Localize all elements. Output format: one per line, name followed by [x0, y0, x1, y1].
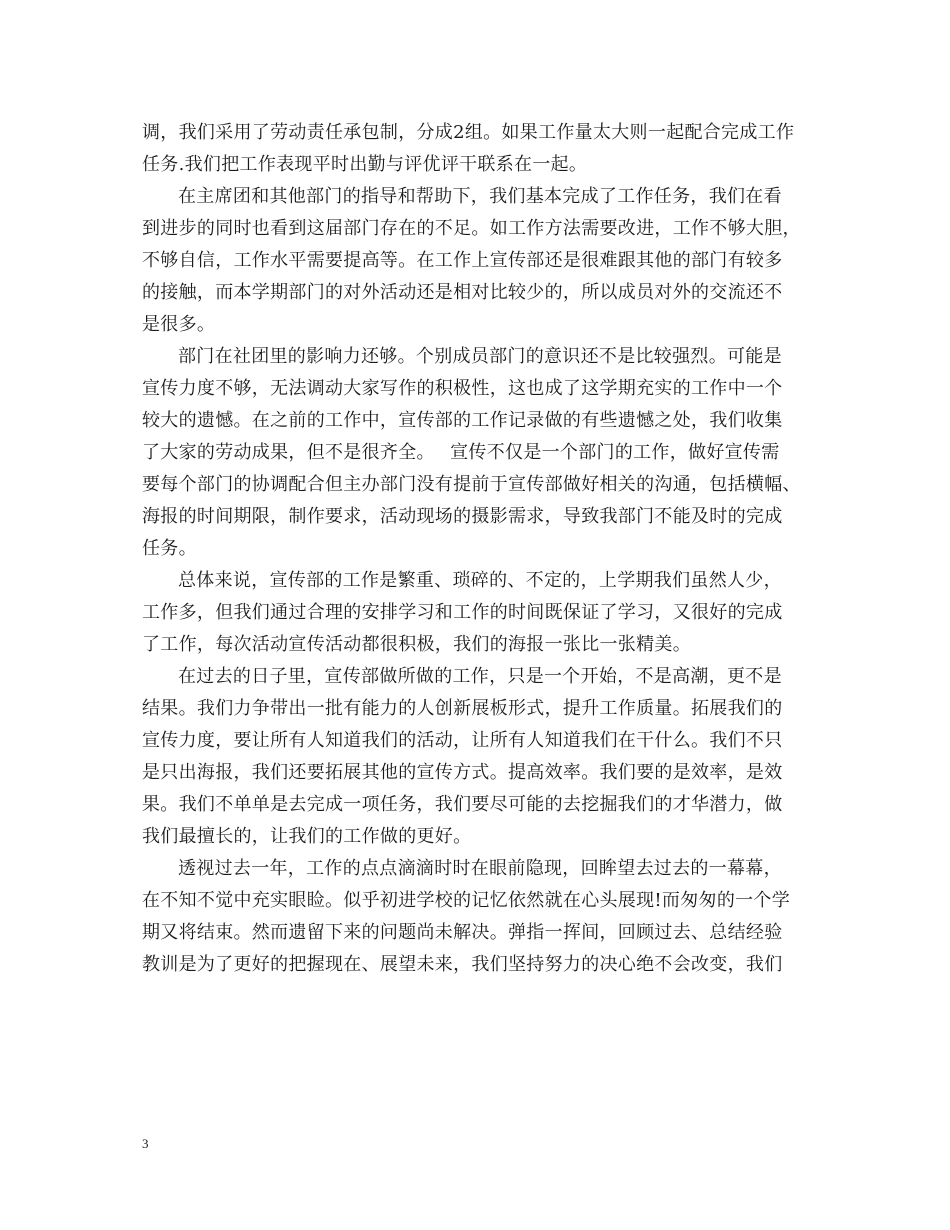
text-line: 的接触，而本学期部门的对外活动还是相对比较少的，所以成员对外的交流还不 [142, 282, 783, 303]
text-line: 到进步的同时也看到这届部门存在的不足。如工作方法需要改进，工作不够大胆， [142, 218, 801, 239]
text-line: 了工作，每次活动宣传活动都很积极，我们的海报一张比一张精美。 [142, 634, 691, 655]
text-line: 宣传力度，要让所有人知道我们的活动，让所有人知道我们在干什么。我们不只 [142, 730, 783, 751]
text-line: 果。我们不单单是去完成一项任务，我们要尽可能的去挖掘我们的才华潜力，做 [142, 794, 783, 815]
page-number: 3 [142, 1136, 149, 1151]
text-line: 我们最擅长的，让我们的工作做的更好。 [142, 826, 472, 847]
text-line: 不够自信，工作水平需要提高等。在工作上宣传部还是很难跟其他的部门有较多 [142, 250, 783, 271]
text-line: 调，我们采用了劳动责任承包制，分成2组。如果工作量太大则一起配合完成工作 [142, 122, 795, 143]
paragraph-first-line: 部门在社团里的影响力还够。个别成员部门的意识还不是比较强烈。可能是 [178, 346, 782, 367]
text-line: 了大家的劳动成果，但不是很齐全。 宣传不仅是一个部门的工作，做好宣传需 [142, 442, 780, 463]
paragraph-first-line: 透视过去一年，工作的点点滴滴时时在眼前隐现，回眸望去过去的一幕幕， [178, 858, 782, 879]
text-line: 任务。 [142, 538, 197, 559]
text-line: 工作多，但我们通过合理的安排学习和工作的时间既保证了学习，又很好的完成 [142, 602, 783, 623]
paragraph-first-line: 在过去的日子里，宣传部做所做的工作，只是一个开始，不是高潮，更不是 [178, 666, 782, 687]
paragraph-first-line: 总体来说，宣传部的工作是繁重、琐碎的、不定的，上学期我们虽然人少， [178, 570, 782, 591]
text-line: 在不知不觉中充实眼睑。似乎初进学校的记忆依然就在心头展现!而匆匆的一个学 [142, 890, 791, 911]
text-line: 要每个部门的协调配合但主办部门没有提前于宣传部做好相关的沟通，包括横幅、 [142, 474, 801, 495]
text-line: 是很多。 [142, 314, 216, 335]
paragraph-first-line: 在主席团和其他部门的指导和帮助下，我们基本完成了工作任务，我们在看 [178, 186, 782, 207]
text-line: 任务.我们把工作表现平时出勤与评优评干联系在一起。 [142, 154, 588, 175]
text-line: 教训是为了更好的把握现在、展望未来，我们坚持努力的决心绝不会改变，我们 [142, 954, 783, 975]
document-body [142, 117, 812, 981]
text-line: 结果。我们力争带出一批有能力的人创新展板形式，提升工作质量。拓展我们的 [142, 698, 783, 719]
text-line: 较大的遗憾。在之前的工作中，宣传部的工作记录做的有些遗憾之处，我们收集 [142, 410, 783, 431]
text-line: 宣传力度不够，无法调动大家写作的积极性，这也成了这学期充实的工作中一个 [142, 378, 783, 399]
text-line: 海报的时间期限，制作要求，活动现场的摄影需求，导致我部门不能及时的完成 [142, 506, 783, 527]
text-line: 是只出海报，我们还要拓展其他的宣传方式。提高效率。我们要的是效率，是效 [142, 762, 783, 783]
text-line: 期又将结束。然而遗留下来的问题尚未解决。弹指一挥间，回顾过去、总结经验 [142, 922, 783, 943]
